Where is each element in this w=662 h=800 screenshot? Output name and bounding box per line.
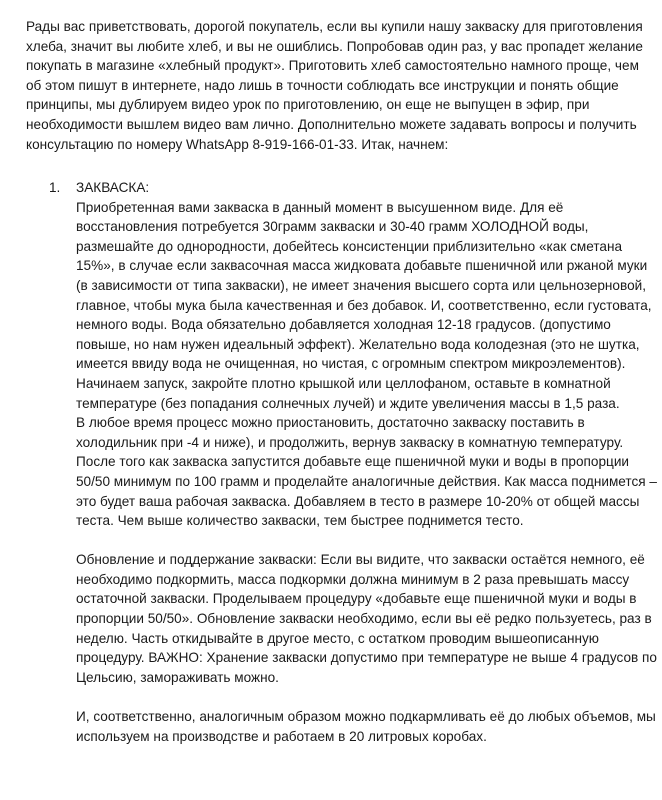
section-heading: ЗАКВАСКА:: [76, 180, 150, 195]
intro-paragraph: Рады вас приветствовать, дорогой покупатель, если вы купили нашу закваску для приготовления хлеба, значит вы любите хлеб, и вы не ошиблись. Попробовав один раз, у вас пропадет желание покупать в магазине «хлебный продукт». Приготовить хлеб самостоятельно намного проще, чем об этом пишут в интернете, надо лишь в точности соблюдать все инструкции и понять общие принципы, мы дублируем видео урок по приготовлению, он еще не выпущен в эфир, при необходимости вышлем видео вам лично. Дополнительно можете задавать вопросы и получить консультацию по номеру WhatsApp 8-919-166-01-33. Итак, начнем:: [26, 19, 643, 152]
paragraph-working-starter: После того как закваска запустится добавьте еще пшеничной муки и воды в пропорции 50/50 минимум по 100 грамм и проделайте аналогичные действия. Как масса поднимется – это будет ваша рабочая закваска. Добавляем в тесто в размере 10-20% от общей массы теста. Чем выше количество закваски, тем быстрее поднимется тесто.: [76, 454, 657, 529]
paragraph-feeding: Обновление и поддержание закваски: Если вы видите, что закваски остаётся немного, её необходимо подкормить, масса подкормки должна минимум в 2 раза превышать массу остаточной закваски. Проделываем процедуру «добавьте еще пшеничной муки и воды в пропорции 50/50». Обновление закваски необходимо, если вы её редко пользуетесь, раз в неделю. Часть откидывайте в другое место, с остатком проводим вышеописанную процедуру. ВАЖНО: Хранение закваски допустимо при температуре не выше 4 градусов по Цельсию, замораживать можно.: [76, 552, 657, 685]
instruction-list: [26, 178, 657, 746]
list-item-sourdough: [26, 178, 657, 746]
paragraph-pause-process: В любое время процесс можно приостановить, достаточно закваску поставить в холодильник при -4 и ниже), и продолжить, вернув закваску в комнатную температуру.: [76, 415, 624, 450]
paragraph-spacer: [76, 531, 644, 551]
paragraph-spacer: [76, 687, 644, 707]
list-item-number: 1.: [49, 180, 61, 195]
paragraph-restoration: Приобретенная вами закваска в данный момент в высушенном виде. Для её восстановления потребуется 30грамм закваски и 30-40 грамм ХОЛОДНОЙ воды, размешайте до однородности, добейтесь консистенции приблизительно «как сметана 15%», в случае если заквасочная масса жидковата добавьте пшеничной или ржаной муки (в зависимости от типа закваски), не имеет значения высшего сорта или цельнозерновой, главное, чтобы мука была качественная и без добавок. И, соответственно, если густовата, немного воды. Вода обязательно добавляется холодная 12-18 градусов. (допустимо повыше, но нам нужен идеальный эффект). Желательно вода колодезная (это не шутка, имеется ввиду вода не очищенная, но чистая, с огромным спектром микроэлементов). Начинаем запуск, закройте плотно крышкой или целлофаном, оставьте в комнатной температуре (без попадания солнечных лучей) и ждите увеличения массы в 1,5 раза.: [76, 199, 652, 411]
paragraph-scaling: И, соответственно, аналогичным образом можно подкармливать её до любых объемов, мы используем на производстве и работаем в 20 литровых коробах.: [76, 709, 656, 744]
